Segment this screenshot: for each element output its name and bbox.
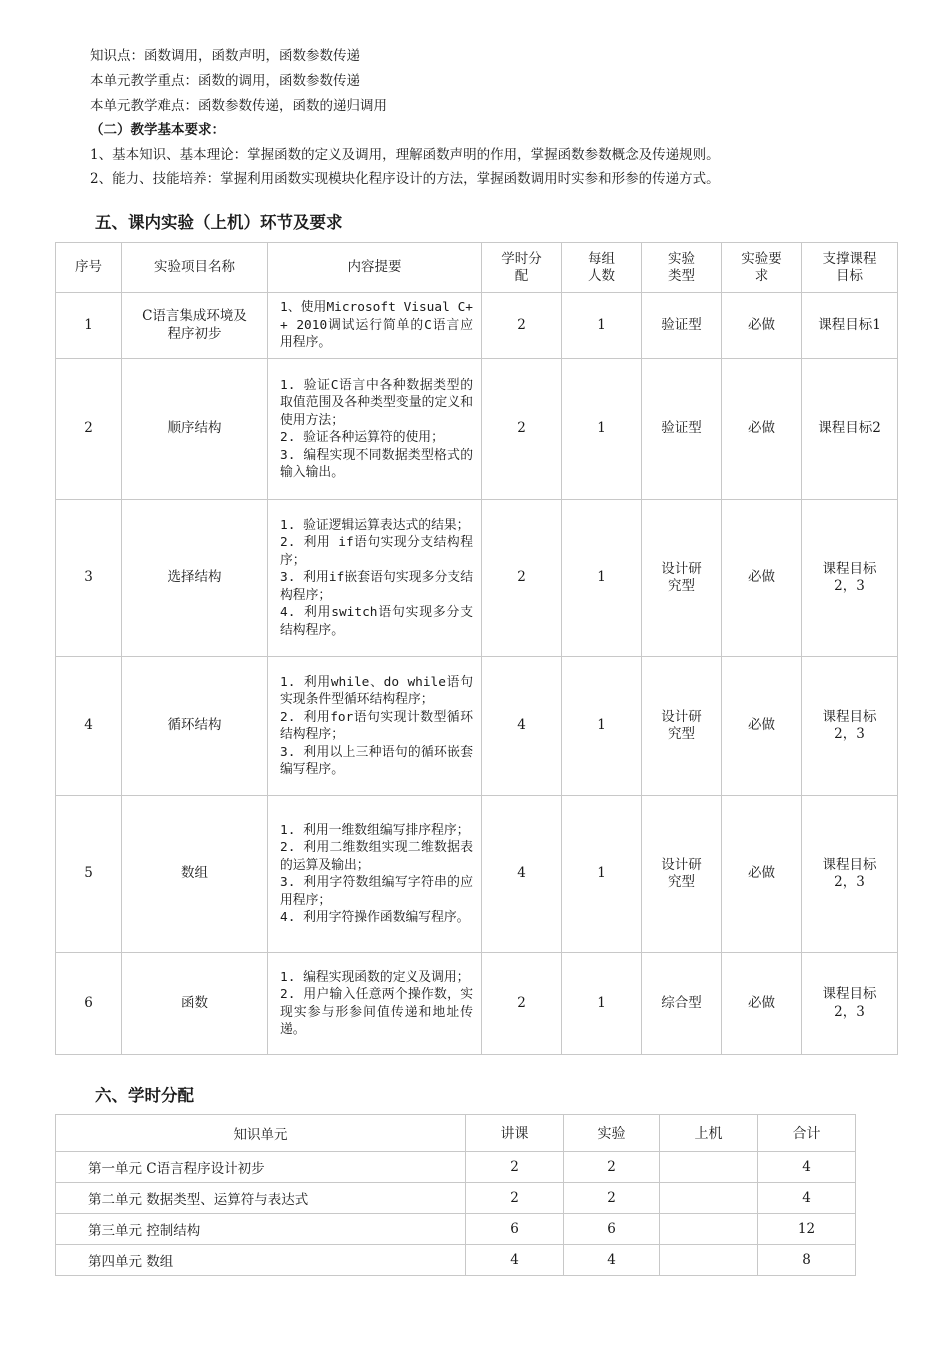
hours-lab: 4 <box>564 1245 660 1276</box>
hours-computer <box>660 1214 758 1245</box>
exp-req: 必做 <box>722 500 802 657</box>
experiments-header-row <box>56 243 898 293</box>
exp-group: 1 <box>562 953 642 1055</box>
header-total: 合计 <box>758 1115 856 1152</box>
exp-type: 设计研究型 <box>642 796 722 953</box>
intro-line-knowledge: 知识点：函数调用，函数声明，函数参数传递 <box>90 48 360 64</box>
requirement-skills: 2、能力、技能培养：掌握利用函数实现模块化程序设计的方法，掌握函数调用时实参和形参的传递方式。 <box>90 171 720 187</box>
exp-hours: 4 <box>482 796 562 953</box>
exp-type: 验证型 <box>642 359 722 500</box>
exp-no: 1 <box>56 293 122 359</box>
exp-group: 1 <box>562 796 642 953</box>
exp-name: 选择结构 <box>122 500 268 657</box>
exp-group: 1 <box>562 657 642 796</box>
header-unit: 知识单元 <box>56 1115 466 1152</box>
exp-hours: 2 <box>482 500 562 657</box>
requirements-heading: （二）教学基本要求： <box>90 122 225 138</box>
exp-goal: 课程目标1 <box>802 293 898 359</box>
exp-no: 5 <box>56 796 122 953</box>
exp-no: 3 <box>56 500 122 657</box>
header-no: 序号 <box>56 243 122 293</box>
header-name: 实验项目名称 <box>122 243 268 293</box>
hours-lecture: 2 <box>466 1152 564 1183</box>
hours-total: 4 <box>758 1152 856 1183</box>
header-req: 实验要求 <box>722 243 802 293</box>
header-type: 实验类型 <box>642 243 722 293</box>
exp-goal: 课程目标2，3 <box>802 657 898 796</box>
hours-computer <box>660 1183 758 1214</box>
exp-hours: 2 <box>482 953 562 1055</box>
header-goal: 支撑课程目标 <box>802 243 898 293</box>
exp-content: 1. 利用while、do while语句实现条件型循环结构程序； 2. 利用for语句实现计数型循环结构程序； 3. 利用以上三种语句的循环嵌套编写程序。 <box>268 657 482 796</box>
hours-lecture: 6 <box>466 1214 564 1245</box>
exp-hours: 2 <box>482 359 562 500</box>
hours-total: 4 <box>758 1183 856 1214</box>
exp-hours: 2 <box>482 293 562 359</box>
experiment-row <box>56 359 898 500</box>
hours-total: 12 <box>758 1214 856 1245</box>
header-lab: 实验 <box>564 1115 660 1152</box>
requirement-knowledge: 1、基本知识、基本理论：掌握函数的定义及调用，理解函数声明的作用，掌握函数参数概念及传递规则。 <box>90 147 720 163</box>
experiment-row <box>56 657 898 796</box>
exp-goal: 课程目标2，3 <box>802 500 898 657</box>
hours-unit: 第三单元 控制结构 <box>56 1214 466 1245</box>
intro-line-focus: 本单元教学重点：函数的调用，函数参数传递 <box>90 73 360 89</box>
exp-type: 设计研究型 <box>642 657 722 796</box>
exp-name: 函数 <box>122 953 268 1055</box>
header-lecture: 讲课 <box>466 1115 564 1152</box>
section5-title: 五、课内实验（上机）环节及要求 <box>95 213 343 232</box>
exp-name: 循环结构 <box>122 657 268 796</box>
hours-lecture: 2 <box>466 1183 564 1214</box>
exp-goal: 课程目标2，3 <box>802 953 898 1055</box>
exp-no: 4 <box>56 657 122 796</box>
intro-line-difficulty: 本单元教学难点：函数参数传递，函数的递归调用 <box>90 98 387 114</box>
section6-title: 六、学时分配 <box>95 1086 194 1105</box>
header-computer: 上机 <box>660 1115 758 1152</box>
hours-unit: 第一单元 C语言程序设计初步 <box>56 1152 466 1183</box>
hours-row <box>56 1183 856 1214</box>
header-group: 每组人数 <box>562 243 642 293</box>
hours-lab: 6 <box>564 1214 660 1245</box>
hours-computer <box>660 1152 758 1183</box>
exp-req: 必做 <box>722 796 802 953</box>
exp-req: 必做 <box>722 953 802 1055</box>
hours-lab: 2 <box>564 1183 660 1214</box>
exp-group: 1 <box>562 500 642 657</box>
exp-name: C语言集成环境及程序初步 <box>122 293 268 359</box>
exp-content: 1. 验证逻辑运算表达式的结果； 2. 利用 if语句实现分支结构程序； 3. 利用if嵌套语句实现多分支结构程序； 4. 利用switch语句实现多分支结构程序。 <box>268 500 482 657</box>
exp-hours: 4 <box>482 657 562 796</box>
exp-content: 1、使用Microsoft Visual C++ 2010调试运行简单的C语言应用程序。 <box>268 293 482 359</box>
exp-content: 1. 编程实现函数的定义及调用； 2. 用户输入任意两个操作数，实现实参与形参间值传递和地址传递。 <box>268 953 482 1055</box>
hours-header-row <box>56 1115 856 1152</box>
exp-req: 必做 <box>722 657 802 796</box>
exp-no: 6 <box>56 953 122 1055</box>
header-hours: 学时分配 <box>482 243 562 293</box>
experiment-row <box>56 500 898 657</box>
experiment-row <box>56 293 898 359</box>
hours-table <box>55 1114 856 1276</box>
experiment-row <box>56 796 898 953</box>
exp-type: 综合型 <box>642 953 722 1055</box>
exp-content: 1. 利用一维数组编写排序程序； 2. 利用二维数组实现二维数据表的运算及输出； 3. 利用字符数组编写字符串的应用程序； 4. 利用字符操作函数编写程序。 <box>268 796 482 953</box>
hours-row <box>56 1245 856 1276</box>
exp-group: 1 <box>562 293 642 359</box>
hours-unit: 第四单元 数组 <box>56 1245 466 1276</box>
hours-lecture: 4 <box>466 1245 564 1276</box>
exp-req: 必做 <box>722 293 802 359</box>
exp-goal: 课程目标2 <box>802 359 898 500</box>
experiments-table <box>55 242 898 1055</box>
hours-total: 8 <box>758 1245 856 1276</box>
hours-computer <box>660 1245 758 1276</box>
exp-no: 2 <box>56 359 122 500</box>
exp-name: 顺序结构 <box>122 359 268 500</box>
exp-content: 1. 验证C语言中各种数据类型的取值范围及各种类型变量的定义和使用方法； 2. 验证各种运算符的使用； 3. 编程实现不同数据类型格式的输入输出。 <box>268 359 482 500</box>
hours-unit: 第二单元 数据类型、运算符与表达式 <box>56 1183 466 1214</box>
exp-goal: 课程目标2，3 <box>802 796 898 953</box>
exp-name: 数组 <box>122 796 268 953</box>
hours-lab: 2 <box>564 1152 660 1183</box>
exp-type: 设计研究型 <box>642 500 722 657</box>
exp-type: 验证型 <box>642 293 722 359</box>
hours-row <box>56 1152 856 1183</box>
exp-req: 必做 <box>722 359 802 500</box>
experiment-row <box>56 953 898 1055</box>
exp-group: 1 <box>562 359 642 500</box>
hours-row <box>56 1214 856 1245</box>
header-content: 内容提要 <box>268 243 482 293</box>
